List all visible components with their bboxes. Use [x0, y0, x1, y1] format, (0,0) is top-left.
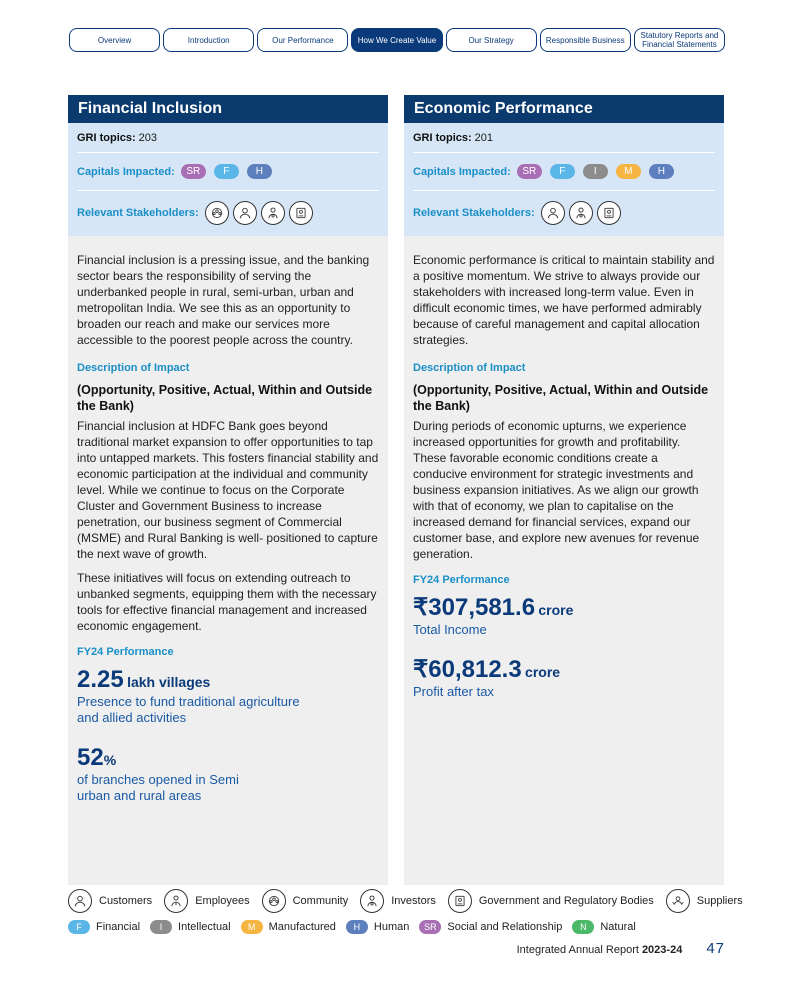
metric-value: 52	[77, 744, 104, 771]
section-nav	[69, 28, 725, 52]
impact-paragraph: During periods of economic upturns, we experience increased opportunities for growth and profitability. These favorable economic conditions create a conducive environment for strategic investments and business expansion initiatives. As we align our growth with that of economy, we plan to capitalise on the increased demand for financial services, expand our customer base, and explore new avenues for revenue generation.	[413, 419, 700, 561]
investors-icon	[569, 201, 593, 225]
metric-villages	[77, 666, 379, 726]
panel-title: Economic Performance	[404, 95, 724, 123]
gri-topics	[413, 123, 715, 153]
performance-title: FY24 Performance	[77, 646, 174, 658]
legend-label: Social and Relationship	[447, 921, 563, 933]
legend-item	[572, 920, 635, 934]
legend-label: Government and Regulatory Bodies	[478, 895, 654, 907]
capitals-label: Capitals Impacted:	[77, 165, 175, 178]
metric-description: Presence to fund traditional agriculture and allied activities	[77, 694, 300, 725]
relevant-stakeholders	[77, 191, 379, 235]
financial-inclusion-panel	[68, 95, 388, 885]
tab-our-strategy[interactable]: Our Strategy	[446, 28, 537, 52]
metric-unit: lakh villages	[127, 674, 211, 690]
legend-item	[150, 920, 231, 934]
legend-item	[241, 920, 336, 934]
performance-title: FY24 Performance	[413, 574, 510, 586]
panel-meta	[404, 123, 724, 236]
legend-item	[360, 889, 436, 913]
legend-label: Intellectual	[178, 921, 231, 933]
metric-total-income	[413, 594, 715, 638]
investors-icon	[360, 889, 384, 913]
legend-item	[666, 889, 743, 913]
tab-responsible-business[interactable]: Responsible Business	[540, 28, 631, 52]
stakeholders-label: Relevant Stakeholders:	[77, 207, 199, 219]
metric-unit: crore	[538, 602, 574, 618]
suppliers-icon	[666, 889, 690, 913]
page-footer	[517, 940, 725, 957]
capitals-legend	[68, 920, 646, 934]
impact-type: (Opportunity, Positive, Actual, Within and Outside the Bank)	[77, 383, 373, 413]
capital-pill-f: F	[214, 164, 239, 179]
capital-pills	[517, 164, 682, 179]
legend-label: Suppliers	[696, 895, 743, 907]
legend-item	[262, 889, 349, 913]
capital-pill-h: H	[247, 164, 272, 179]
legend-label: Financial	[96, 921, 141, 933]
metric-value: ₹307,581.6	[413, 594, 536, 621]
legend-label: Investors	[391, 895, 436, 907]
impact-paragraph: Financial inclusion at HDFC Bank goes beyond traditional market expansion to offer opportunities to tap into untapped markets. This fosters financial stability and economic participation at the individual and community level. While we continue to focus on the Corporate Cluster and Government Business to increase penetration, our business segment of Commercial (MSME) and Rural Banking is well- positioned to capture the next wave of growth.	[77, 419, 379, 561]
legend-label: Natural	[600, 921, 636, 933]
intro-text: Economic performance is critical to maintain stability and a positive momentum. We strive to always provide our stakeholders with increased long-term value. Even in difficult economic times, we have performed admirably because of careful management and capital allocation strategies.	[413, 253, 715, 347]
legend-label: Human	[373, 921, 410, 933]
legend-label: Community	[292, 895, 349, 907]
legend-item	[448, 889, 654, 913]
report-year: 2023-24	[641, 944, 683, 956]
gri-value: 201	[474, 131, 494, 144]
tab-how-we-create-value[interactable]: How We Create Value	[351, 28, 442, 52]
stakeholder-legend	[68, 889, 755, 913]
capital-pill-sr: SR	[181, 164, 206, 179]
government-icon	[289, 201, 313, 225]
panel-body	[68, 236, 388, 804]
metric-unit: %	[103, 752, 117, 768]
government-icon	[597, 201, 621, 225]
legend-label: Customers	[99, 895, 153, 907]
relevant-stakeholders	[413, 191, 715, 235]
metric-profit-after-tax	[413, 656, 715, 700]
gri-label: GRI topics:	[77, 131, 136, 144]
investors-icon	[261, 201, 285, 225]
community-icon	[262, 889, 286, 913]
capital-pill-f: F	[550, 164, 575, 179]
impact-title: Description of Impact	[77, 362, 190, 374]
stakeholder-icons	[541, 201, 625, 225]
capital-pill-h: H	[346, 920, 368, 934]
gri-value: 203	[138, 131, 158, 144]
capitals-impacted	[77, 153, 379, 191]
metric-description: Profit after tax	[413, 684, 494, 699]
tab-statutory-reports[interactable]: Statutory Reports and Financial Statements	[634, 28, 725, 52]
report-name: Integrated Annual Report	[516, 944, 639, 956]
panel-body	[404, 236, 724, 700]
metric-value: 2.25	[77, 666, 124, 693]
panel-meta	[68, 123, 388, 236]
metric-unit: crore	[525, 664, 561, 680]
customers-icon	[541, 201, 565, 225]
capital-pill-f: F	[68, 920, 90, 934]
impact-type: (Opportunity, Positive, Actual, Within and Outside the Bank)	[413, 383, 709, 413]
legend-item	[164, 889, 249, 913]
capital-pill-n: N	[572, 920, 594, 934]
impact-paragraph: These initiatives will focus on extending outreach to unbanked segments, equipping them with the necessary tools for effective financial management and increased economic engagement.	[77, 571, 377, 633]
employees-icon	[164, 889, 188, 913]
metric-description: of branches opened in Semi urban and rural areas	[77, 772, 239, 803]
gri-topics	[77, 123, 379, 153]
capital-pill-h: H	[649, 164, 674, 179]
intro-text: Financial inclusion is a pressing issue, and the banking sector bears the responsibility of serving the underbanked people in rural, semi-urban, urban and metropolitan India. We see this as an opportunity to broaden our reach and make our services more accessible to the poorest people across the country.	[77, 253, 370, 347]
stakeholder-icons	[205, 201, 317, 225]
legend-label: Employees	[195, 895, 250, 907]
metric-branches	[77, 744, 379, 804]
capitals-label: Capitals Impacted:	[413, 165, 511, 178]
capital-pill-m: M	[616, 164, 641, 179]
page-number: 47	[706, 940, 725, 957]
community-icon	[205, 201, 229, 225]
legend-item	[68, 889, 152, 913]
impact-title: Description of Impact	[413, 362, 526, 374]
metric-value: ₹60,812.3	[413, 656, 522, 683]
gri-label: GRI topics:	[413, 131, 472, 144]
metric-description: Total Income	[413, 622, 487, 637]
legend-label: Manufactured	[268, 921, 336, 933]
capitals-impacted	[413, 153, 715, 191]
capital-pill-m: M	[241, 920, 263, 934]
economic-performance-panel	[404, 95, 724, 885]
stakeholders-label: Relevant Stakeholders:	[413, 207, 535, 219]
tab-introduction[interactable]: Introduction	[163, 28, 254, 52]
legend-item	[68, 920, 140, 934]
tab-overview[interactable]: Overview	[69, 28, 160, 52]
capital-pill-sr: SR	[419, 920, 441, 934]
capital-pill-i: I	[150, 920, 172, 934]
capital-pills	[181, 164, 280, 179]
capital-pill-i: I	[583, 164, 608, 179]
capital-pill-sr: SR	[517, 164, 542, 179]
government-icon	[448, 889, 472, 913]
panel-title: Financial Inclusion	[68, 95, 388, 123]
tab-our-performance[interactable]: Our Performance	[257, 28, 348, 52]
legend-item	[346, 920, 409, 934]
customers-icon	[68, 889, 92, 913]
customers-icon	[233, 201, 257, 225]
legend-item	[419, 920, 562, 934]
